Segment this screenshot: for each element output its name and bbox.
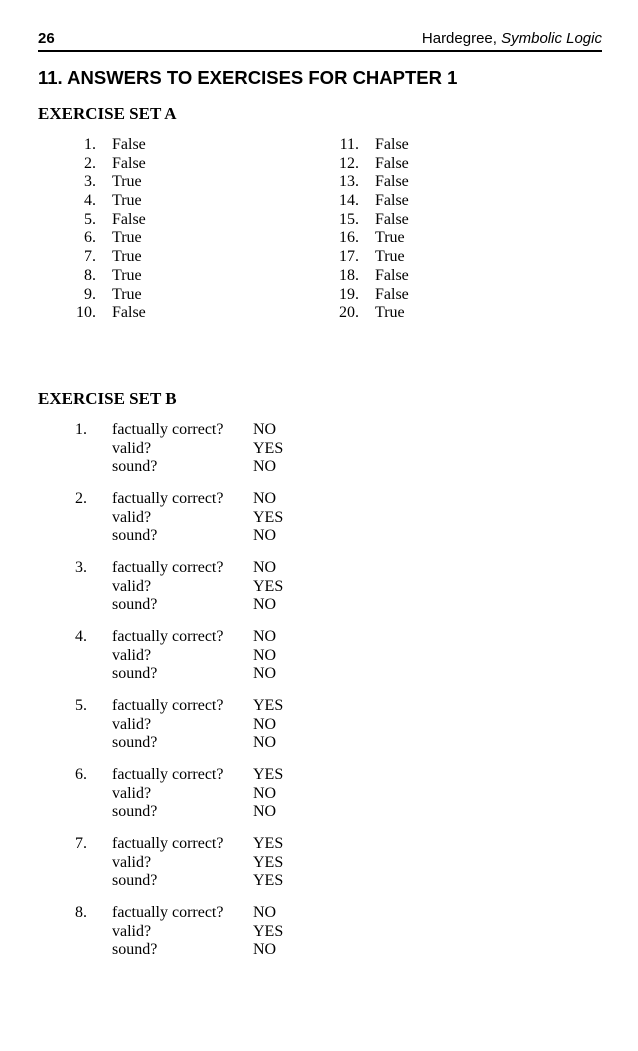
item-number: 10. bbox=[76, 304, 96, 322]
answer-value: False bbox=[375, 192, 409, 210]
answer-value: True bbox=[112, 173, 142, 191]
answer-row bbox=[62, 248, 142, 267]
item-number: 1. bbox=[84, 136, 96, 153]
item-number: 18. bbox=[339, 266, 359, 284]
answer-value: YES bbox=[253, 922, 284, 940]
item-number: 7. bbox=[75, 835, 87, 852]
question-label: valid? bbox=[112, 715, 152, 733]
item-number: 17. bbox=[339, 248, 359, 266]
answer-value: True bbox=[112, 266, 142, 284]
set-a-left-column bbox=[62, 136, 146, 323]
question-label: factually correct? bbox=[112, 766, 224, 783]
answer-row bbox=[62, 173, 142, 192]
item-number: 9. bbox=[84, 285, 96, 303]
set-a-right-column bbox=[325, 136, 409, 323]
answer-value: False bbox=[375, 173, 409, 191]
answer-value: False bbox=[375, 136, 409, 153]
answer-value: YES bbox=[253, 577, 284, 595]
item-number: 4. bbox=[84, 192, 96, 210]
exercise-set-b-title: EXERCISE SET B bbox=[38, 389, 177, 408]
answer-value: False bbox=[375, 285, 409, 303]
answer-row bbox=[62, 192, 142, 211]
item-number: 14. bbox=[339, 192, 359, 210]
answer-row bbox=[62, 210, 146, 230]
question-label: sound? bbox=[112, 941, 158, 959]
answer-value: True bbox=[112, 285, 142, 303]
answer-value: NO bbox=[253, 734, 277, 752]
question-label: valid? bbox=[112, 508, 152, 526]
answer-value: NO bbox=[253, 665, 277, 683]
answer-row bbox=[62, 304, 146, 323]
answer-value: False bbox=[375, 210, 409, 228]
item-number: 1. bbox=[75, 421, 87, 438]
answer-value: True bbox=[112, 192, 142, 210]
question-label: sound? bbox=[112, 803, 158, 821]
answer-row bbox=[325, 266, 409, 286]
answer-row bbox=[325, 210, 409, 230]
answer-row bbox=[62, 136, 146, 155]
question-label: sound? bbox=[112, 527, 158, 545]
answer-row bbox=[325, 229, 405, 248]
answer-value: True bbox=[375, 229, 405, 247]
item-number: 4. bbox=[75, 628, 87, 645]
answer-value: NO bbox=[253, 490, 277, 507]
answer-value: True bbox=[112, 248, 142, 266]
answer-row bbox=[325, 285, 409, 305]
answer-value: NO bbox=[253, 559, 277, 576]
answer-value: NO bbox=[253, 458, 277, 476]
answer-row bbox=[62, 229, 142, 248]
item-number: 3. bbox=[75, 559, 87, 576]
header-book-title: Symbolic Logic bbox=[501, 30, 602, 47]
item-number: 2. bbox=[84, 154, 96, 172]
item-number: 2. bbox=[75, 490, 87, 507]
answer-value: YES bbox=[253, 835, 284, 852]
chapter-title: 11. ANSWERS TO EXERCISES FOR CHAPTER 1 bbox=[38, 67, 458, 88]
answer-value: NO bbox=[253, 421, 277, 438]
question-label: sound? bbox=[112, 734, 158, 752]
running-header bbox=[38, 30, 602, 50]
answer-value: YES bbox=[253, 872, 284, 890]
answer-value: True bbox=[375, 248, 405, 266]
question-label: factually correct? bbox=[112, 904, 224, 921]
question-label: factually correct? bbox=[112, 835, 224, 852]
answer-value: False bbox=[375, 154, 409, 172]
item-number: 5. bbox=[84, 210, 96, 228]
item-number: 13. bbox=[339, 173, 359, 191]
answer-value: NO bbox=[253, 715, 277, 733]
question-label: factually correct? bbox=[112, 490, 224, 507]
answer-value: True bbox=[375, 304, 405, 322]
item-number: 15. bbox=[339, 210, 359, 228]
answer-row bbox=[325, 304, 405, 323]
answer-value: False bbox=[112, 304, 146, 322]
item-number: 11. bbox=[339, 136, 359, 153]
question-label: valid? bbox=[112, 577, 152, 595]
question-label: factually correct? bbox=[112, 697, 224, 714]
question-label: factually correct? bbox=[112, 421, 224, 438]
answer-row bbox=[62, 285, 142, 305]
answer-value: YES bbox=[253, 439, 284, 457]
item-number: 16. bbox=[339, 229, 359, 247]
question-label: valid? bbox=[112, 853, 152, 871]
item-number: 6. bbox=[84, 229, 96, 247]
answer-row bbox=[325, 136, 409, 155]
question-label: valid? bbox=[112, 922, 152, 940]
answer-value: False bbox=[375, 266, 409, 284]
answer-value: False bbox=[112, 136, 146, 153]
item-number: 7. bbox=[84, 248, 96, 266]
answer-value: NO bbox=[253, 646, 277, 664]
answer-value: YES bbox=[253, 853, 284, 871]
item-number: 6. bbox=[75, 766, 87, 783]
answer-value: False bbox=[112, 154, 146, 172]
question-label: valid? bbox=[112, 784, 152, 802]
item-number: 8. bbox=[84, 266, 96, 284]
answer-value: NO bbox=[253, 784, 277, 802]
question-label: factually correct? bbox=[112, 628, 224, 645]
answer-value: NO bbox=[253, 527, 277, 545]
answer-value: NO bbox=[253, 628, 277, 645]
answer-value: YES bbox=[253, 508, 284, 526]
page-number: 26 bbox=[38, 30, 55, 47]
header-rule bbox=[38, 50, 602, 52]
item-number: 12. bbox=[339, 154, 359, 172]
item-number: 20. bbox=[339, 304, 359, 322]
question-label: sound? bbox=[112, 596, 158, 614]
answer-row bbox=[325, 173, 409, 192]
answer-value: YES bbox=[253, 697, 284, 714]
question-label: sound? bbox=[112, 872, 158, 890]
answer-value: False bbox=[112, 210, 146, 228]
item-number: 8. bbox=[75, 904, 87, 921]
header-author: Hardegree, bbox=[421, 30, 502, 47]
question-label: sound? bbox=[112, 665, 158, 683]
exercise-set-a-title: EXERCISE SET A bbox=[38, 104, 177, 123]
answer-value: NO bbox=[253, 596, 277, 614]
answer-row bbox=[62, 154, 146, 174]
question-label: valid? bbox=[112, 646, 152, 664]
answer-row bbox=[325, 154, 409, 174]
answer-value: YES bbox=[253, 766, 284, 783]
answer-row bbox=[325, 192, 409, 211]
question-label: valid? bbox=[112, 439, 152, 457]
answer-value: NO bbox=[253, 904, 277, 921]
question-label: sound? bbox=[112, 458, 158, 476]
answer-value: NO bbox=[253, 803, 277, 821]
answer-row bbox=[325, 248, 405, 267]
answer-value: NO bbox=[253, 941, 277, 959]
question-label: factually correct? bbox=[112, 559, 224, 576]
item-number: 3. bbox=[84, 173, 96, 191]
answer-row bbox=[62, 266, 142, 286]
header-citation bbox=[422, 30, 602, 47]
item-number: 5. bbox=[75, 697, 87, 714]
answer-value: True bbox=[112, 229, 142, 247]
item-number: 19. bbox=[339, 285, 359, 303]
